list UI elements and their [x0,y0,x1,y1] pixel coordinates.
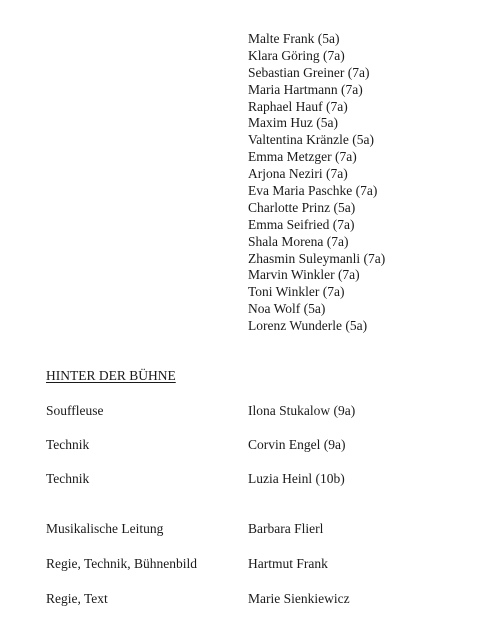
crew-role: Souffleuse [46,403,104,418]
cast-member: Sebastian Greiner (7a) [248,64,370,80]
crew-role: Regie, Text [46,591,108,606]
cast-member: Charlotte Prinz (5a) [248,199,356,215]
cast-member: Raphael Hauf (7a) [248,98,348,114]
crew-name: Corvin Engel (9a) [248,437,346,452]
crew-name: Marie Sienkiewicz [248,591,350,606]
cast-member: Klara Göring (7a) [248,47,345,63]
crew-row [0,436,480,454]
cast-member: Marvin Winkler (7a) [248,267,360,283]
cast-list [248,31,385,335]
crew-role: Musikalische Leitung [46,521,164,536]
crew-name: Ilona Stukalow (9a) [248,403,356,418]
crew-role: Technik [46,471,90,486]
crew-name: Luzia Heinl (10b) [248,471,345,486]
crew-name: Hartmut Frank [248,556,328,571]
cast-member: Emma Seifried (7a) [248,216,355,232]
direction-row [0,520,480,538]
cast-member: Noa Wolf (5a) [248,301,326,317]
direction-row [0,590,480,608]
crew-row [0,470,480,488]
cast-member: Zhasmin Suleymanli (7a) [248,250,386,266]
cast-member: Shala Morena (7a) [248,233,349,249]
cast-member: Toni Winkler (7a) [248,284,345,300]
crew-row [0,402,480,420]
crew-name: Barbara Flierl [248,521,324,536]
section-heading-backstage: HINTER DER BÜHNE [46,368,176,383]
cast-member: Valtentina Kränzle (5a) [248,132,374,148]
cast-member: Maria Hartmann (7a) [248,81,363,97]
cast-member: Eva Maria Paschke (7a) [248,183,378,199]
direction-row [0,555,480,573]
cast-member: Maxim Huz (5a) [248,115,338,131]
cast-member: Emma Metzger (7a) [248,149,357,165]
cast-member: Arjona Neziri (7a) [248,166,348,182]
crew-role: Regie, Technik, Bühnenbild [46,556,198,571]
crew-role: Technik [46,437,90,452]
cast-member: Malte Frank (5a) [248,31,340,46]
cast-member: Lorenz Wunderle (5a) [248,318,368,334]
